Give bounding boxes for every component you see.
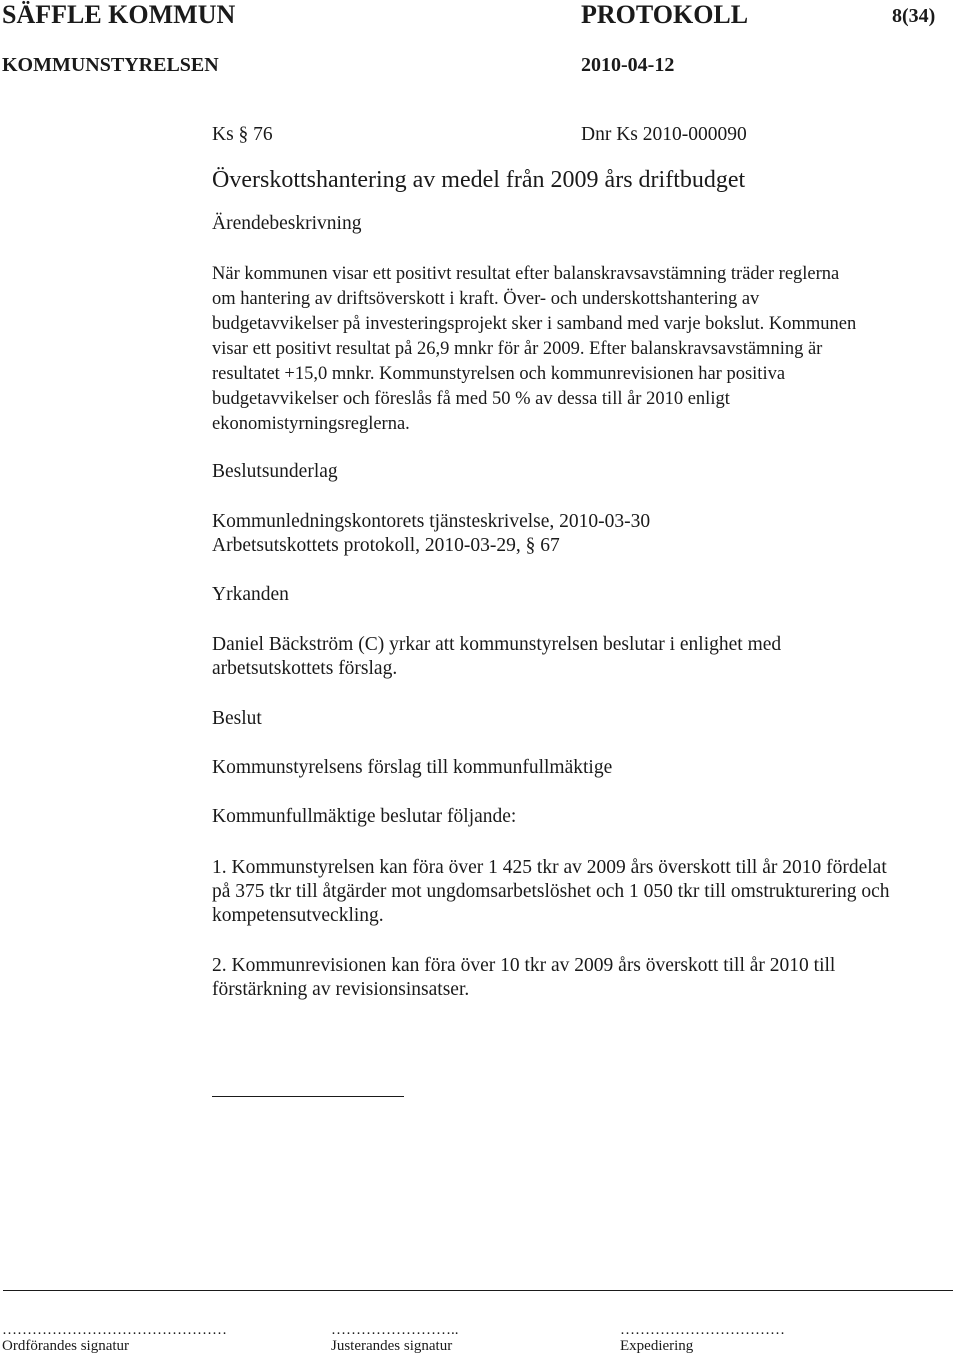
- case-number: Ks § 76: [212, 124, 273, 145]
- end-rule: [212, 1096, 404, 1097]
- arende-paragraph: [212, 262, 952, 437]
- text-line: förstärkning av revisionsinsatser.: [212, 979, 470, 1000]
- signature-label: Expediering: [620, 1338, 694, 1354]
- meeting-date: 2010-04-12: [581, 54, 675, 76]
- text-line: 2. Kommunrevisionen kan föra över 10 tkr av 2009 års överskott till år 2010 till: [212, 955, 836, 976]
- text-line: ekonomistyrningsreglerna.: [212, 414, 410, 434]
- beslut-item-2: [212, 954, 952, 1002]
- underlag-list: [212, 510, 952, 558]
- beslut-proposal: Kommunstyrelsens förslag till kommunfullmäktige: [212, 757, 613, 778]
- section-heading-beslut: Beslut: [212, 708, 262, 729]
- case-dnr: Dnr Ks 2010-000090: [581, 124, 747, 145]
- text-line: Arbetsutskottets protokoll, 2010-03-29, § 67: [212, 535, 560, 556]
- text-line: 1. Kommunstyrelsen kan föra över 1 425 tkr av 2009 års överskott till år 2010 fördelat: [212, 857, 887, 878]
- signature-dots: ………………………………………: [2, 1322, 227, 1338]
- signature-dots: ……………………………: [620, 1322, 785, 1338]
- section-heading-underlag: Beslutsunderlag: [212, 461, 338, 482]
- page-title: Överskottshantering av medel från 2009 års driftbudget: [212, 167, 746, 193]
- text-line: resultatet +15,0 mnkr. Kommunstyrelsen och kommunrevisionen har positiva: [212, 364, 786, 384]
- signature-label: Ordförandes signatur: [2, 1338, 130, 1354]
- yrkanden-paragraph: [212, 633, 952, 681]
- text-line: Daniel Bäckström (C) yrkar att kommunstyrelsen beslutar i enlighet med: [212, 634, 782, 655]
- text-line: budgetavvikelser på investeringsprojekt sker i samband med varje bokslut. Kommunen: [212, 314, 857, 334]
- text-line: Kommunledningskontorets tjänsteskrivelse, 2010-03-30: [212, 511, 651, 532]
- text-line: på 375 tkr till åtgärder mot ungdomsarbetslöshet och 1 050 tkr till omstrukturering och: [212, 881, 890, 902]
- page-number: 8(34): [892, 5, 936, 27]
- beslut-item-1: [212, 856, 952, 928]
- signature-chair: [2, 1322, 227, 1354]
- section-heading-arende: Ärendebeskrivning: [212, 213, 362, 234]
- text-line: visar ett positivt resultat på 26,9 mnkr för år 2009. Efter balanskravsavstämning är: [212, 339, 823, 359]
- text-line: budgetavvikelser och föreslås få med 50 % av dessa till år 2010 enligt: [212, 389, 730, 409]
- text-line: arbetsutskottets förslag.: [212, 658, 398, 679]
- section-heading-yrkanden: Yrkanden: [212, 584, 289, 605]
- signature-adjuster: [331, 1322, 459, 1354]
- footer-rule: [3, 1290, 953, 1291]
- text-line: om hantering av driftsöverskott i kraft. Över- och underskottshantering av: [212, 289, 760, 309]
- signature-label: Justerandes signatur: [331, 1338, 453, 1354]
- signature-expedition: [620, 1322, 785, 1354]
- text-line: kompetensutveckling.: [212, 905, 384, 926]
- org-name: SÄFFLE KOMMUN: [2, 0, 236, 29]
- signature-dots: ……………………..: [331, 1322, 459, 1338]
- text-line: När kommunen visar ett positivt resultat efter balanskravsavstämning träder reglerna: [212, 264, 840, 284]
- beslut-intro: Kommunfullmäktige beslutar följande:: [212, 806, 517, 827]
- doc-type: PROTOKOLL: [581, 0, 749, 29]
- committee-name: KOMMUNSTYRELSEN: [2, 54, 219, 76]
